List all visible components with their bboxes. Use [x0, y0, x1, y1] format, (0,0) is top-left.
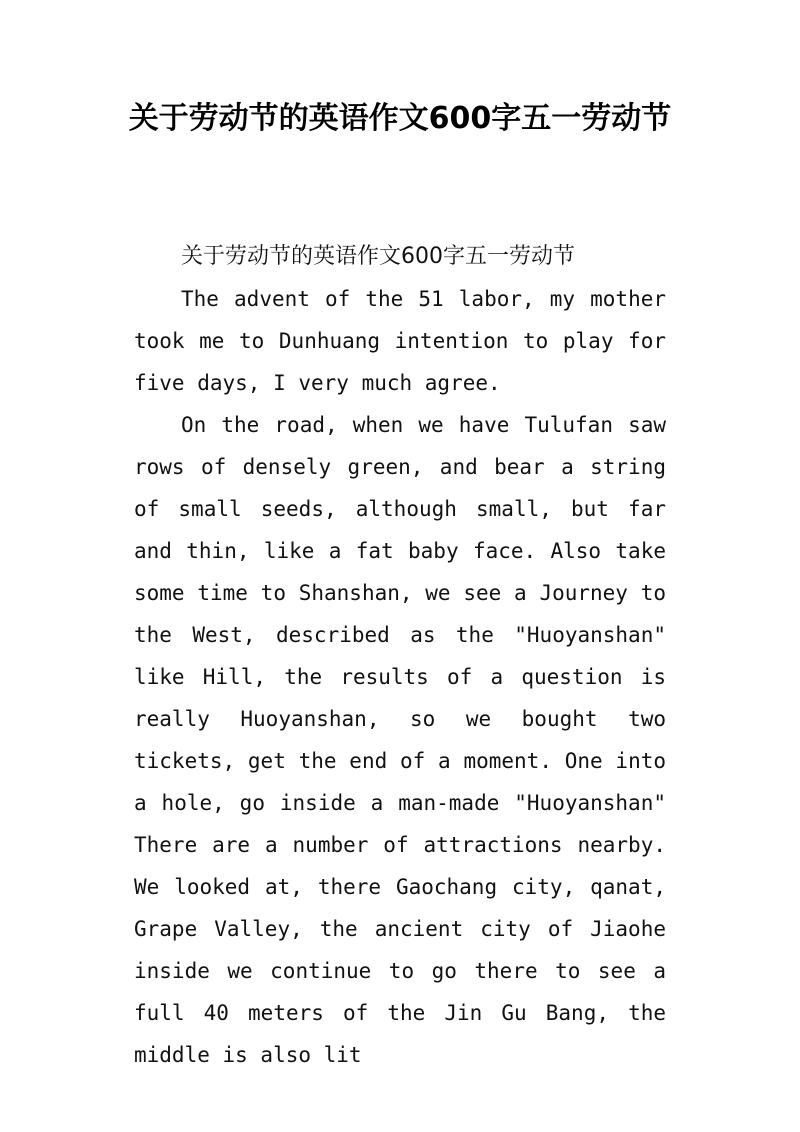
- document-title: 关于劳动节的英语作文600字五一劳动节: [128, 101, 672, 136]
- document-subtitle: 关于劳动节的英语作文600字五一劳动节: [181, 244, 575, 269]
- paragraph: The advent of the 51 labor, my mother took me to Dunhuang intention to play for five days, I very much agree.: [134, 287, 666, 395]
- paragraph: On the road, when we have Tulufan saw rows of densely green, and bear a string of small seeds, although small, but far and thin, like a fat baby face. Also take some time to Shanshan, we see a Journey to the West, described as the "Huoyanshan" like Hill, the results of a question is really Huoyanshan, so we bought two tickets, get the end of a moment. One into a hole, go inside a man-made "Huoyanshan" There are a number of attractions nearby. We looked at, there Gaochang city, qanat, Grape Valley, the ancient city of Jiaohe inside we continue to go there to see a full 40 meters of the Jin Gu Bang, the middle is also lit: [134, 413, 666, 1067]
- document-body: [134, 236, 666, 1076]
